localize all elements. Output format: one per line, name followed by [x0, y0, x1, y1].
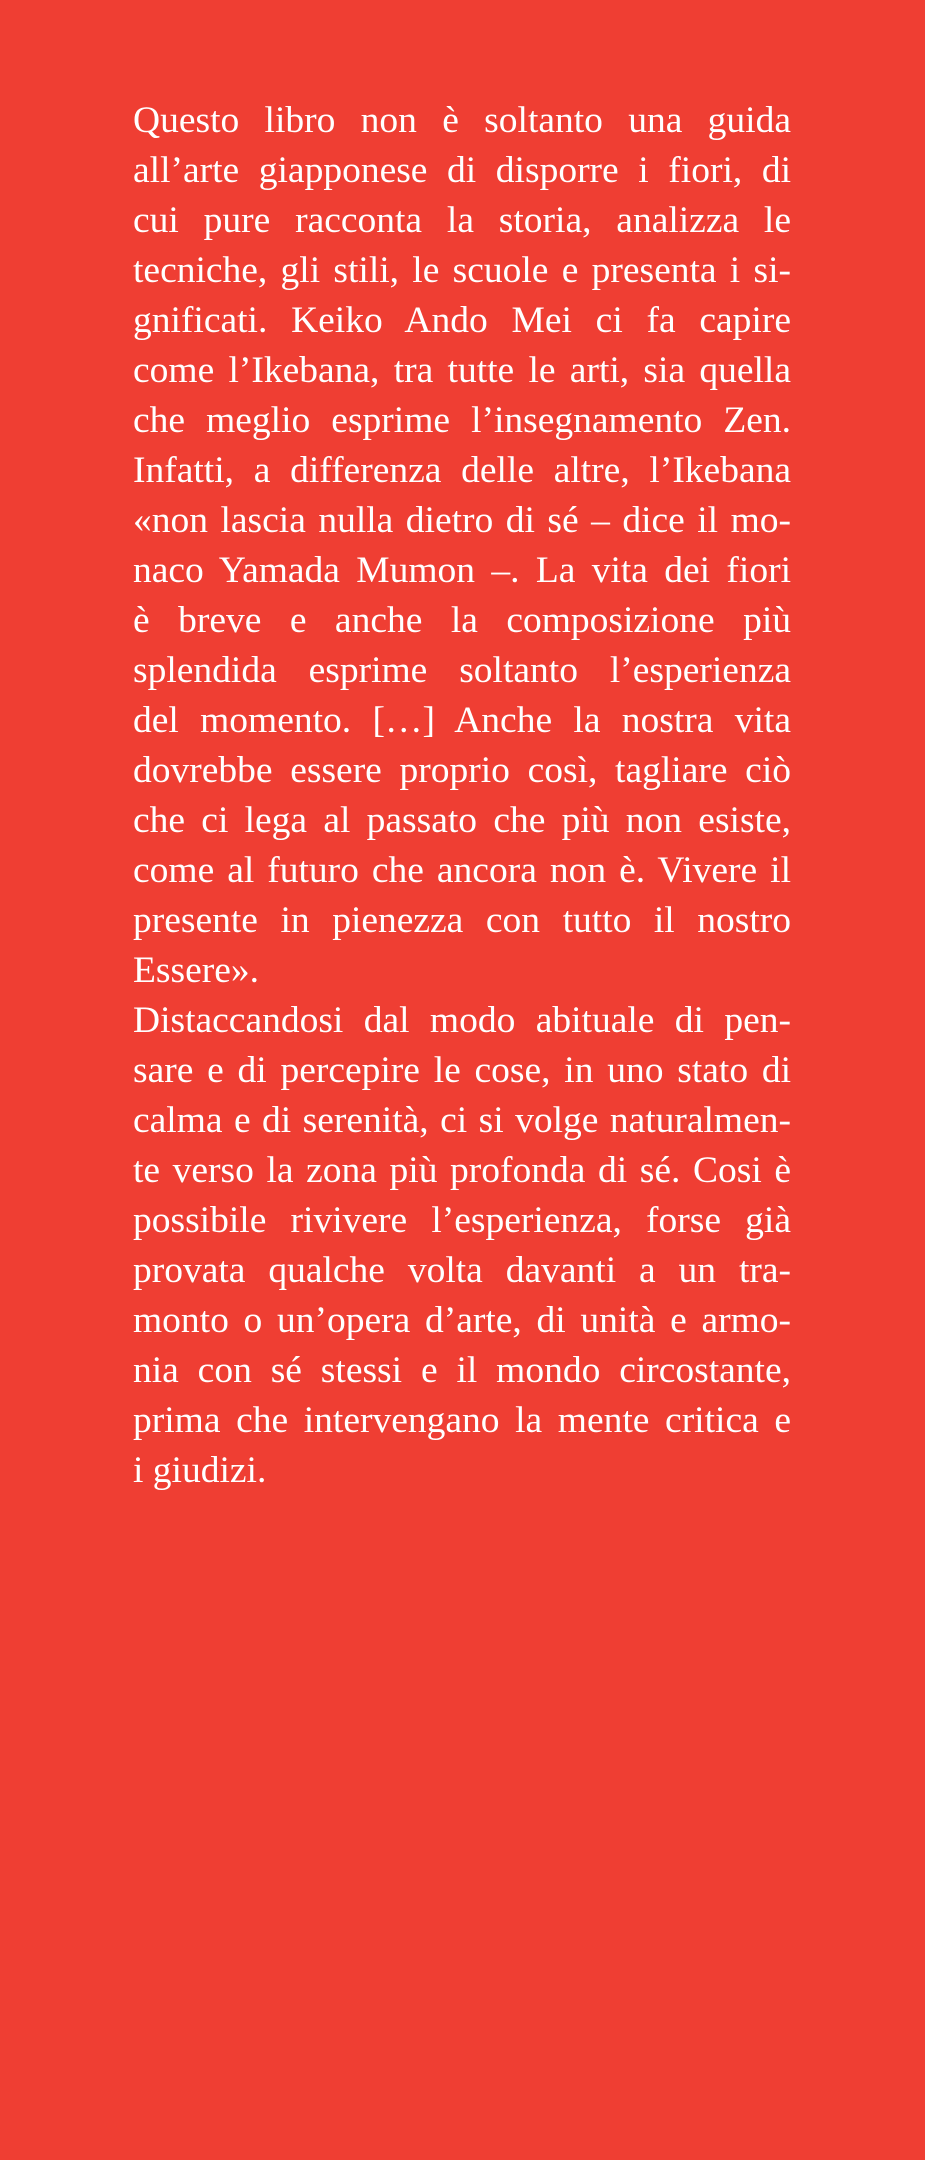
- text-line: dovrebbe essere proprio così, tagliare ciò: [133, 750, 791, 791]
- text-line: sare e di percepire le cose, in uno stato di: [133, 1050, 791, 1091]
- text-line: è breve e anche la composizione più: [133, 600, 791, 641]
- text-line: che meglio esprime l’insegnamento Zen.: [133, 400, 791, 441]
- text-line: «non lascia nulla dietro di sé – dice il mo-: [133, 500, 791, 541]
- text-line: cui pure racconta la storia, analizza le: [133, 200, 791, 241]
- text-line: come al futuro che ancora non è. Vivere il: [133, 850, 791, 891]
- text-line: presente in pienezza con tutto il nostro: [133, 900, 791, 941]
- text-line: possibile rivivere l’esperienza, forse già: [133, 1200, 791, 1241]
- text-line: Infatti, a differenza delle altre, l’Ikebana: [133, 450, 791, 491]
- text-line: gnificati. Keiko Ando Mei ci fa capire: [133, 300, 791, 341]
- text-line: che ci lega al passato che più non esiste,: [133, 800, 791, 841]
- text-line: nia con sé stessi e il mondo circostante,: [133, 1350, 791, 1391]
- text-line: Essere».: [133, 950, 259, 991]
- text-line: monto o un’opera d’arte, di unità e armo-: [133, 1300, 791, 1341]
- blurb-paragraph-2: [133, 996, 791, 1496]
- text-line: calma e di serenità, ci si volge naturalmen-: [133, 1100, 791, 1141]
- cover-blurb: [133, 96, 791, 1496]
- text-line: prima che intervengano la mente critica e: [133, 1400, 791, 1441]
- text-line: naco Yamada Mumon –. La vita dei fiori: [133, 550, 791, 591]
- text-line: splendida esprime soltanto l’esperienza: [133, 650, 791, 691]
- text-line: del momento. […] Anche la nostra vita: [133, 700, 791, 741]
- blurb-paragraph-1: [133, 96, 791, 996]
- text-line: i giudizi.: [133, 1450, 267, 1491]
- text-line: tecniche, gli stili, le scuole e presenta i si-: [133, 250, 791, 291]
- text-line: all’arte giapponese di disporre i fiori, di: [133, 150, 791, 191]
- text-line: Distaccandosi dal modo abituale di pen-: [133, 1000, 791, 1041]
- text-line: come l’Ikebana, tra tutte le arti, sia quella: [133, 350, 791, 391]
- text-line: Questo libro non è soltanto una guida: [133, 100, 791, 141]
- text-line: provata qualche volta davanti a un tra-: [133, 1250, 791, 1291]
- text-line: te verso la zona più profonda di sé. Cosi è: [133, 1150, 791, 1191]
